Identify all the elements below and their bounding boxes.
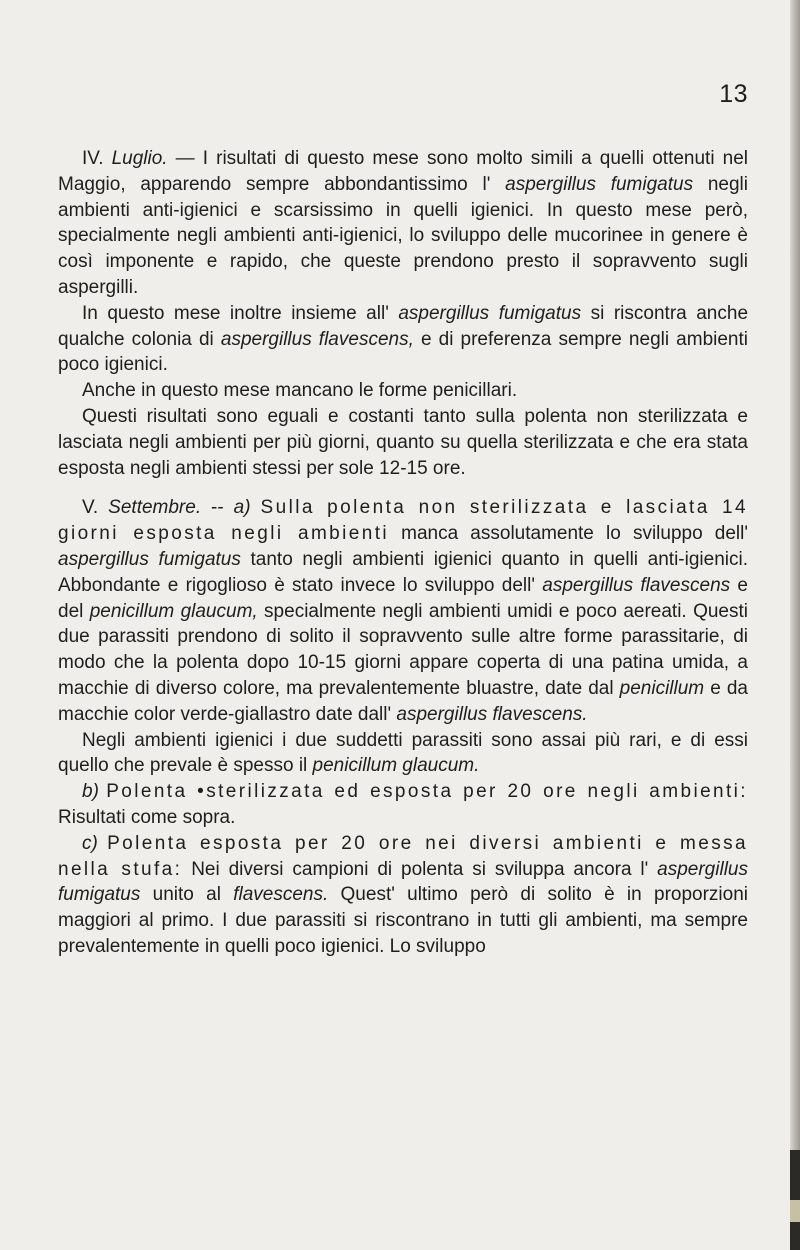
- paragraph-penicillari: Anche in questo mese mancano le forme penicillari.: [82, 380, 518, 402]
- species-name: penicillum glaucum,: [89, 600, 258, 622]
- page-number: 13: [719, 80, 748, 108]
- species-name: aspergillus flavescens,: [220, 328, 414, 350]
- species-name: aspergillus flavescens.: [396, 703, 588, 725]
- paragraph-item-b: b) Polenta •sterilizzata ed esposta per 20 ore negli ambienti: Risultati come sopra.: [58, 781, 748, 828]
- spaced-subheading: Polenta •sterilizzata ed esposta per 20 ore negli ambienti:: [106, 781, 748, 803]
- species-name: aspergillus fumigatus: [505, 173, 694, 195]
- paragraph-item-c: c) Polenta esposta per 20 ore nei diversi ambienti e messa nella stufa: Nei diversi campioni di polenta si sviluppa ancora l' aspergillus fumigatus unito al flavescens. Quest' ultimo però di solito è in proporzioni maggiori al primo. I due parassiti si riscontrano in tutti gli ambienti, ma sempre prevalentemente in quelli poco igienici. Lo sviluppo: [58, 832, 749, 957]
- species-name: aspergillus flavescens: [542, 574, 731, 596]
- species-name: penicillum: [619, 677, 705, 699]
- section-heading-luglio: Luglio.: [111, 148, 168, 169]
- item-marker-c: c): [82, 832, 98, 854]
- species-name: penicillum glaucum.: [312, 755, 480, 777]
- species-name: aspergillus fumigatus: [58, 858, 748, 906]
- page-edge-tab: [790, 1200, 800, 1222]
- species-name: aspergillus fumigatus: [58, 548, 241, 570]
- spaced-subheading: Polenta esposta per 20 ore nei diversi ambienti e messa nella stufa:: [58, 832, 749, 880]
- spaced-subheading: Sulla polenta non sterilizzata e lasciata 14 giorni esposta negli ambienti: [58, 497, 748, 545]
- section-heading-settembre: Settembre.: [108, 497, 202, 519]
- paragraph-luglio: IV. Luglio. — I risultati di questo mese sono molto simili a quelli ottenuti nel Maggio, apparendo sempre abbondantissimo l' aspergillus fumigatus negli ambienti anti-igienici e scarsissimo in quelli igienici. In questo mese però, specialmente negli ambienti anti-igienici, lo sviluppo delle mucorinee in genere è così imponente e rapido, che queste prendono presto il sopravvento sugli aspergilli.: [58, 148, 748, 298]
- item-marker-b: b): [82, 781, 99, 803]
- paragraph-risultati: Questi risultati sono eguali e costanti tanto sulla polenta non sterilizzata e lasciata negli ambienti per più giorni, quanto su quella sterilizzata e che era stata esposta negli ambienti stessi per sole 12-15 ore.: [58, 405, 748, 479]
- item-marker-a: a): [233, 497, 251, 519]
- page-body: [58, 146, 748, 960]
- species-name: flavescens.: [233, 884, 329, 906]
- species-name: aspergillus fumigatus: [398, 302, 582, 324]
- paragraph-igienici: Negli ambienti igienici i due suddetti parassiti sono assai più rari, e di essi quello che prevale è spesso il penicillum glaucum.: [58, 729, 748, 777]
- page-edge-shadow: [790, 0, 800, 1250]
- paragraph-flavescens-note: In questo mese inoltre insieme all' aspergillus fumigatus si riscontra anche qualche colonia di aspergillus flavescens, e di preferenza sempre negli ambienti poco igienici.: [58, 302, 749, 376]
- paragraph-settembre: V. Settembre. -- a) Sulla polenta non sterilizzata e lasciata 14 giorni esposta negli ambienti manca assolutamente lo sviluppo dell' aspergillus fumigatus tanto negli ambienti igienici quanto in quelli anti-igienici. Abbondante e rigoglioso è stato invece lo sviluppo dell' aspergillus flavescens e del penicillum glaucum, specialmente negli ambienti umidi e poco aereati. Questi due parassiti prendono di solito il sopravvento sulle altre forme parassitarie, di modo che la polenta dopo 10-15 giorni appare coperta di una patina umida, a macchie di diverso colore, ma prevalentemente bluastre, date dal penicillum e da macchie color verde-giallastro date dall' aspergillus flavescens.: [58, 497, 748, 725]
